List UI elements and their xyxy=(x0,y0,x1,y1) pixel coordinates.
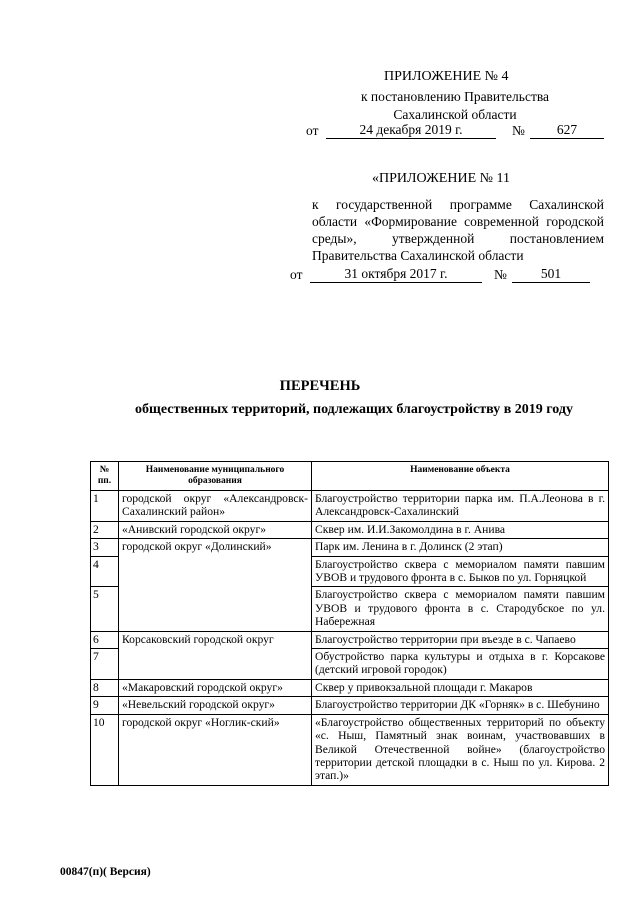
row-object: Парк им. Ленина в г. Долинск (2 этап) xyxy=(312,539,609,556)
document-footer: 00847(п)( Версия) xyxy=(60,866,151,878)
header-municipality: Наименование муниципального образования xyxy=(119,462,312,491)
row-municipality: Корсаковский городской округ xyxy=(119,631,312,679)
row-number: 3 xyxy=(91,539,119,556)
row-object: Благоустройство территории ДК «Горняк» в с. Шебунино xyxy=(312,697,609,714)
table-row xyxy=(91,631,609,648)
appendix11-title: «ПРИЛОЖЕНИЕ № 11 xyxy=(372,171,510,186)
appendix4-line2: Сахалинской области xyxy=(393,107,517,122)
table-row xyxy=(91,539,609,556)
table-row xyxy=(91,521,609,538)
table-row xyxy=(91,714,609,785)
row-number: 1 xyxy=(91,491,119,522)
row-number: 8 xyxy=(91,679,119,696)
appendix4-from: от xyxy=(306,123,319,138)
appendix11-from: от xyxy=(290,267,303,282)
appendix4-no: № xyxy=(512,123,525,138)
row-number: 9 xyxy=(91,697,119,714)
row-object: Благоустройство сквера с мемориалом памяти павшим УВОВ и трудового фронта в с. Быков по ул. Горняцкой xyxy=(312,556,609,587)
row-number: 5 xyxy=(91,587,119,631)
appendix11-no: № xyxy=(494,267,507,282)
appendix11-date: 31 октября 2017 г. xyxy=(310,266,482,283)
row-object: «Благоустройство общественных территорий по объекту «с. Ныш, Памятный знак воинам, участвовавших в Великой Отечественной войне» (благоустройство территории детской площадки в с. Ныш по ул. Кирова. 2 этап.)» xyxy=(312,714,609,785)
row-number: 6 xyxy=(91,631,119,648)
row-object: Благоустройство сквера с мемориалом памяти павшим УВОВ и трудового фронта в с. Стародубское по ул. Набережная xyxy=(312,587,609,631)
row-municipality: «Невельский городской округ» xyxy=(119,697,312,714)
list-subtitle: общественных территорий, подлежащих благоустройству в 2019 году xyxy=(135,402,573,417)
appendix11-number: 501 xyxy=(512,266,590,283)
header-number: № пп. xyxy=(91,462,119,491)
table-row xyxy=(91,491,609,522)
header-object: Наименование объекта xyxy=(312,462,609,491)
appendix4-date: 24 декабря 2019 г. xyxy=(326,122,496,139)
territories-table xyxy=(90,461,609,786)
row-number: 2 xyxy=(91,521,119,538)
row-object: Благоустройство территории при въезде в с. Чапаево xyxy=(312,631,609,648)
row-number: 7 xyxy=(91,649,119,680)
row-municipality: городской округ «Долинский» xyxy=(119,539,312,631)
appendix4-number: 627 xyxy=(530,122,604,139)
row-number: 10 xyxy=(91,714,119,785)
row-object: Сквер у привокзальной площади г. Макаров xyxy=(312,679,609,696)
row-object: Благоустройство территории парка им. П.А.Леонова в г. Александровск-Сахалинский xyxy=(312,491,609,522)
appendix4-line1: к постановлению Правительства xyxy=(360,89,550,104)
row-object: Обустройство парка культуры и отдыха в г. Корсакове (детский игровой городок) xyxy=(312,649,609,680)
appendix4-title: ПРИЛОЖЕНИЕ № 4 xyxy=(384,69,509,84)
row-object: Сквер им. И.И.Закомолдина в г. Анива xyxy=(312,521,609,538)
row-number: 4 xyxy=(91,556,119,587)
table-header-row xyxy=(91,462,609,491)
row-municipality: «Макаровский городской округ» xyxy=(119,679,312,696)
list-title: ПЕРЕЧЕНЬ xyxy=(279,378,361,394)
appendix11-text: к государственной программе Сахалинской области «Формирование современной городской среды», утвержденной постановлением Правительства Сахалинской области xyxy=(312,197,604,263)
row-municipality: городской округ «Ноглик-ский» xyxy=(119,714,312,785)
row-municipality: городской округ «Александровск-Сахалинский район» xyxy=(119,491,312,522)
table-row xyxy=(91,679,609,696)
row-municipality: «Анивский городской округ» xyxy=(119,521,312,538)
table-row xyxy=(91,697,609,714)
